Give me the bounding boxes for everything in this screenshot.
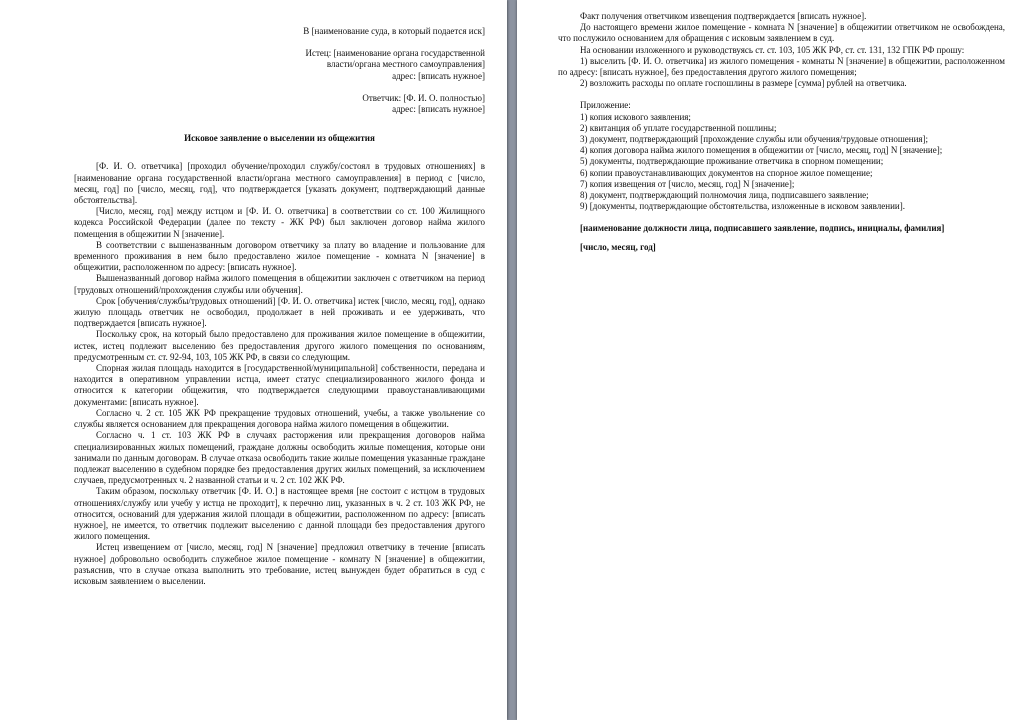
attachment-item: 1) копия искового заявления; (580, 111, 691, 122)
plaintiff-line-cont: власти/органа местного самоуправления] (326, 59, 485, 70)
paragraph: Срок [обучения/службы/трудовых отношений] [Ф. И. О. ответчика] истек [число, месяц, год], однако жилую площадь ответчик не освободил, продолжает в ней проживать и ее удерживать, что подтверждается [вписать нужное]. (74, 295, 485, 329)
paragraph: Таким образом, поскольку ответчик [Ф. И. О.] в настоящее время [не состоит с истцом в трудовых отношениях/службу или учебу у истца не проходит], к перечню лиц, указанных в ч. 2 ст. 103 ЖК РФ, не относится, оснований для удержания жилой площади в общежитии, расположенном по адресу: [вписать нужное], не имеется, то ответчик подлежит выселению с данной площади без предоставления другого жилого помещения. (74, 486, 485, 542)
attachment-item: 9) [документы, подтверждающие обстоятельства, изложенные в исковом заявлении]. (580, 201, 905, 212)
paragraph: [Число, месяц, год] между истцом и [Ф. И. О. ответчика] в соответствии со ст. 100 Жилищного кодекса Российской Федерации (далее по тексту - ЖК РФ) был заключен договор найма жилого помещения в общежитии N [значение]. (74, 206, 485, 239)
signature-line: [наименование должности лица, подписавшего заявление, подпись, инициалы, фамилия] (580, 223, 945, 234)
date-line: [число, месяц, год] (580, 241, 656, 252)
paragraph: [Ф. И. О. ответчика] [проходил обучение/проходил службу/состоял в трудовых отношениях] в [наименование органа государственной власти/органа местного самоуправления] в период с [число, месяц, год] по [число, месяц, год], что подтверждается [указать документ, подтверждающий данные обстоятельства]. (74, 161, 485, 206)
page-content (558, 11, 1005, 253)
attachments-title: Приложение: (580, 100, 631, 111)
paragraph: Вышеназванный договор найма жилого помещения в общежитии заключен с ответчиком на период [трудовых отношений/прохождения службы или обучения]. (74, 273, 485, 295)
attachment-item: 8) документ, подтверждающий полномочия лица, подписавшего заявление; (580, 190, 869, 201)
paragraph: Факт получения ответчиком извещения подтверждается [вписать нужное]. (580, 11, 867, 21)
plaintiff-address: адрес: [вписать нужное] (392, 70, 485, 81)
attachment-item: 5) документы, подтверждающие проживание ответчика в спорном помещении; (580, 156, 884, 167)
plaintiff-line: Истец: [наименование органа государственной (305, 48, 485, 59)
paragraph: До настоящего времени жилое помещение - комната N [значение] в общежитии ответчиком не освобождена, что послужило основанием для обращения с исковым заявлением в суд. (558, 22, 1005, 44)
attachment-item: 4) копия договора найма жилого помещения в общежитии от [число, месяц, год] N [значение]; (580, 145, 943, 156)
paragraph: Истец извещением от [число, месяц, год] N [значение] предложил ответчику в течение [вписать нужное] добровольно освободить служебное жилое помещение - комнату N [значение] в общежитии, разъяснив, что в случае отказа выполнить это требование, истец вынужден будет обратиться в суд с исковым заявлением о выселении. (74, 542, 485, 586)
attachment-item: 7) копия извещения от [число, месяц, год] N [значение]; (580, 178, 795, 189)
attachment-item: 3) документ, подтверждающий [прохождение службы или обучения/трудовые отношения]; (580, 134, 929, 145)
document-title: Исковое заявление о выселении из общежития (184, 133, 375, 144)
attachment-item: 2) квитанция об уплате государственной пошлины; (580, 122, 777, 133)
paragraph: Поскольку срок, на который было предоставлено для проживания жилое помещение в общежитии, истек, истец подлежит выселению без предоставления другого жилого помещения по основаниям, предусмотренным ст. ст. 92-94, 103, 105 ЖК РФ, в связи со следующим. (74, 329, 485, 362)
request-item: 2) возложить расходы по оплате госпошлины в размере [сумма] рублей на ответчика. (580, 78, 907, 89)
document-page-left (0, 0, 507, 720)
attachment-item: 6) копии правоустанавливающих документов на спорное жилое помещение; (580, 167, 873, 178)
paragraph: Согласно ч. 2 ст. 105 ЖК РФ прекращение трудовых отношений, учебы, а также увольнение со службы является основанием для прекращения договора найма жилого помещения в общежитии. (74, 407, 485, 430)
defendant-line: Ответчик: [Ф. И. О. полностью] (362, 92, 485, 103)
court-line: В [наименование суда, в который подается иск] (303, 26, 485, 36)
paragraph: На основании изложенного и руководствуясь ст. ст. 103, 105 ЖК РФ, ст. ст. 131, 132 ГПК РФ прошу: (580, 44, 965, 55)
document-page-right (517, 0, 1024, 720)
paragraph: Спорная жилая площадь находится в [государственной/муниципальной] собственности, передана и находится в оперативном управлении истца, имеет статус специализированного жилого фонда и относится к категории общежития, что подтверждается следующими правоустанавливающими документами: [вписать нужное]. (74, 363, 485, 407)
paragraph: Согласно ч. 1 ст. 103 ЖК РФ в случаях расторжения или прекращения договоров найма специализированных жилых помещений, граждане должны освободить жилые помещения, которые они занимали по данным договорам. В случае отказа освободить такие жилые помещения указанные граждане подлежат выселению в судебном порядке без предоставления других жилых помещений, за исключением случаев, предусмотренных ч. 2 названной статьи и ч. 2 ст. 102 ЖК РФ. (74, 430, 485, 486)
paragraph: В соответствии с вышеназванным договором ответчику за плату во владение и пользование для временного проживания в нем было предоставлено жилое помещение - комната N [значение] в общежитии, расположенном по адресу: [вписать нужное]. (74, 239, 485, 273)
request-item: 1) выселить [Ф. И. О. ответчика] из жилого помещения - комнаты N [значение] в общежитии, расположенном по адресу: [вписать нужное], без предоставления другого жилого помещения; (558, 55, 1005, 78)
page-content (74, 26, 485, 587)
defendant-address: адрес: [вписать нужное] (392, 104, 485, 115)
